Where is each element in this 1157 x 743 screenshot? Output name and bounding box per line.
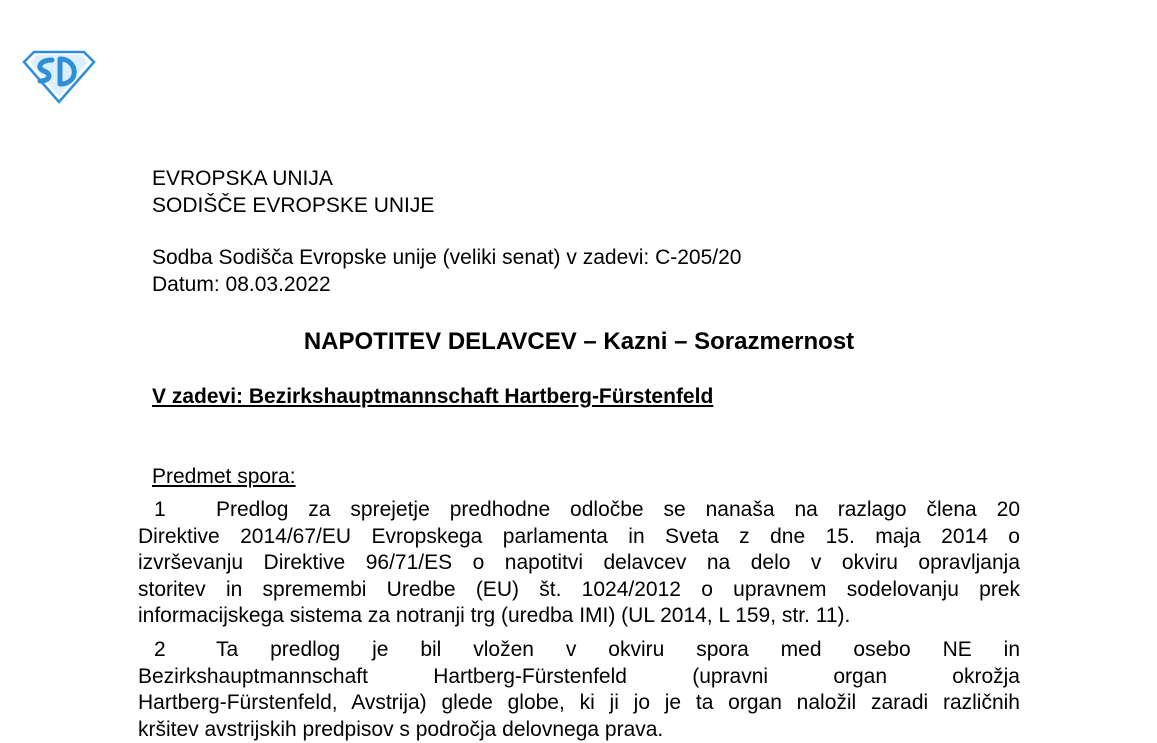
- paragraph-line: storitev in spremembi Uredbe (EU) št. 1024/2012 o upravnem sodelovanju prek: [138, 577, 1020, 601]
- court-header: [152, 166, 434, 219]
- page-title: NAPOTITEV DELAVCEV – Kazni – Sorazmernost: [303, 328, 855, 355]
- paragraph-1: [138, 497, 1020, 630]
- paragraph-line: izvrševanju Direktive 96/71/ES o napotitvi delavcev na delo v okviru opravljanja: [138, 551, 1020, 574]
- paragraph-number: 2: [154, 638, 166, 661]
- section-heading: Predmet spora:: [152, 465, 296, 488]
- paragraph-line: 1 Predlog za sprejetje predhodne odločbe se nanaša na razlago člena 20: [138, 497, 1020, 524]
- paragraph-number: 1: [154, 498, 166, 521]
- paragraph-line: Direktive 2014/67/EU Evropskega parlamenta in Sveta z dne 15. maja 2014 o: [138, 524, 1020, 548]
- paragraph-line: Hartberg-Fürstenfeld, Avstrija) glede globe, ki ji jo je ta organ naložil zaradi različnih: [138, 691, 1020, 714]
- judgment-date: Datum: 08.03.2022: [152, 272, 331, 296]
- court-shield-logo: [22, 48, 96, 104]
- judgment-reference: Sodba Sodišča Evropske unije (veliki senat) v zadevi: C-205/20: [152, 246, 742, 269]
- paragraph-line: kršitev avstrijskih predpisov s področja delovnega prava.: [138, 717, 664, 741]
- header-court: SODIŠČE EVROPSKE UNIJE: [152, 193, 435, 217]
- judgment-meta: [152, 245, 741, 298]
- paragraph-line: informacijskega sistema za notranji trg (uredba IMI) (UL 2014, L 159, str. 11).: [138, 604, 851, 627]
- case-name: V zadevi: Bezirkshauptmannschaft Hartberg-Fürstenfeld: [152, 385, 714, 408]
- header-union: EVROPSKA UNIJA: [152, 167, 333, 190]
- paragraph-line: Bezirkshauptmannschaft Hartberg-Fürstenfeld (upravni organ okrožja: [138, 664, 1020, 688]
- paragraph-2: [138, 637, 1020, 743]
- paragraph-line: 2 Ta predlog je bil vložen v okviru spora med osebo NE in: [138, 637, 1020, 664]
